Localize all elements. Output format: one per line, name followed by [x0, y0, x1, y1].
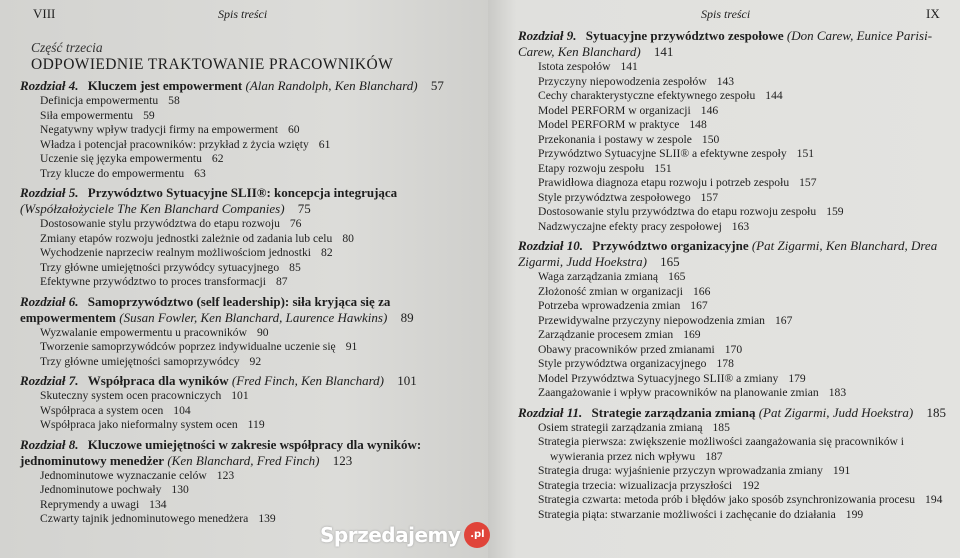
toc-entry — [518, 176, 954, 191]
entry-list — [20, 389, 475, 433]
toc-entry — [20, 109, 475, 124]
page-number: VIII — [33, 6, 56, 21]
toc-entry — [518, 372, 954, 387]
chapter-page: 185 — [926, 404, 946, 420]
toc-entry — [20, 498, 475, 513]
toc-entry — [518, 386, 954, 401]
entry-page: 87 — [276, 275, 288, 288]
toc-entry — [518, 343, 954, 358]
entry-title: Obawy pracowników przed zmianami — [538, 342, 715, 356]
entry-page: 165 — [668, 270, 686, 283]
toc-entry — [518, 89, 954, 104]
entry-title: Reprymendy a uwagi — [40, 497, 140, 511]
entry-title: Definicja empowermentu — [40, 94, 159, 107]
chapter-label: Rozdział 11. — [518, 404, 583, 420]
entry-page: 130 — [171, 483, 189, 496]
entry-page: 148 — [689, 118, 707, 131]
watermark-badge: .pl — [464, 522, 490, 548]
toc-entry — [518, 435, 954, 464]
toc-entry — [20, 138, 475, 153]
chapter-authors: (Alan Randolph, Ken Blanchard) — [245, 78, 418, 93]
chapter-heading — [20, 294, 475, 326]
entry-title: Skuteczny system ocen pracowniczych — [40, 389, 222, 402]
entry-title: Strategia druga: wyjaśnienie przyczyn wprowadzania zmiany — [538, 464, 823, 477]
toc-entry — [518, 147, 954, 162]
entry-page: 119 — [247, 418, 265, 431]
entry-page: 150 — [701, 132, 720, 146]
entry-page: 80 — [342, 231, 354, 245]
chapter-authors: (Pat Zigarmi, Judd Hoekstra) — [758, 404, 914, 420]
toc-list — [518, 28, 954, 526]
entry-list — [518, 60, 954, 234]
entry-title: Złożoność zmian w organizacji — [538, 284, 683, 298]
chapter-page: 141 — [653, 44, 674, 59]
toc-entry — [20, 261, 475, 276]
chapter — [20, 437, 475, 527]
entry-title: Waga zarządzania zmianą — [538, 270, 659, 283]
entry-page: 146 — [700, 103, 719, 117]
entry-title: Strategia piąta: stwarzanie możliwości i zachęcanie do działania — [538, 507, 836, 521]
entry-page: 157 — [799, 176, 817, 189]
entry-list — [518, 270, 954, 401]
toc-entry — [20, 326, 475, 341]
chapter-authors: (Pat Zigarmi, Ken Blanchard, Drea Zigarmi, Judd Hoekstra) — [518, 238, 938, 269]
entry-title: Władza i potencjał pracowników: przykład z życia wzięty — [40, 137, 309, 151]
chapter-authors: (Susan Fowler, Ken Blanchard, Laurence Hawkins) — [119, 309, 388, 325]
right-page — [488, 0, 960, 558]
entry-page: 58 — [168, 94, 180, 107]
entry-page: 179 — [788, 371, 806, 385]
entry-page: 143 — [716, 74, 735, 88]
chapter — [518, 405, 954, 523]
entry-title: Strategia trzecia: wizualizacja przyszłości — [538, 478, 733, 492]
running-head: Spis treści — [701, 7, 751, 21]
chapter-heading — [20, 437, 475, 469]
entry-title: Zmiany etapów rozwoju jednostki zależnie od zadania lub celu — [40, 231, 333, 245]
entry-page: 163 — [731, 219, 750, 233]
toc-entry — [518, 357, 954, 372]
toc-entry — [518, 493, 954, 508]
chapter-page: 123 — [332, 452, 353, 468]
entry-page: 151 — [654, 161, 672, 175]
entry-page: 101 — [231, 389, 249, 402]
entry-title: Uczenie się języka empowermentu — [40, 152, 202, 165]
chapter-page: 101 — [397, 373, 417, 388]
toc-entry — [518, 118, 954, 133]
entry-title: Prawidłowa diagnoza etapu rozwoju i potrzeb zespołu — [538, 176, 790, 189]
toc-entry — [20, 340, 475, 355]
part-label: Część trzecia — [31, 40, 103, 55]
chapter-title: Kluczowe umiejętności w zakresie współpracy dla wyników: jednominutowy menedżer — [20, 436, 422, 468]
entry-page: 170 — [724, 342, 743, 356]
entry-list — [20, 469, 475, 527]
watermark-logo: Sprzedajemy — [320, 523, 461, 547]
entry-title: Nadzwyczajne efekty pracy zespołowej — [538, 219, 722, 233]
entry-page: 144 — [765, 89, 783, 102]
entry-page: 166 — [692, 284, 711, 298]
entry-page: 157 — [700, 190, 719, 204]
entry-page: 91 — [345, 340, 358, 353]
toc-entry — [20, 275, 475, 290]
toc-entry — [518, 464, 954, 479]
entry-page: 167 — [690, 299, 708, 312]
entry-title: Etapy rozwoju zespołu — [538, 161, 645, 175]
chapter — [20, 78, 475, 181]
toc-entry — [518, 162, 954, 177]
entry-title: Strategia pierwsza: zwiększenie możliwości zaangażowania się pracowników i wywierania przez nich wpływu — [538, 435, 905, 463]
chapter-page: 57 — [430, 78, 444, 93]
entry-title: Model Przywództwa Sytuacyjnego SLII® a zmiany — [538, 371, 779, 385]
entry-title: Osiem strategii zarządzania zmianą — [538, 420, 703, 434]
entry-title: Negatywny wpływ tradycji firmy na empowerment — [40, 123, 278, 136]
entry-title: Siła empowermentu — [40, 108, 134, 122]
chapter-heading — [518, 238, 954, 270]
toc-entry — [518, 220, 954, 235]
entry-page: 139 — [258, 512, 276, 525]
toc-entry — [20, 167, 475, 182]
toc-entry — [20, 246, 475, 261]
entry-title: Strategia czwarta: metoda prób i błędów jako sposób zsynchronizowania procesu — [538, 493, 916, 506]
toc-entry — [518, 104, 954, 119]
chapter — [20, 294, 475, 370]
entry-page: 59 — [143, 108, 155, 122]
entry-page: 199 — [845, 507, 864, 521]
chapter-label: Rozdział 10. — [518, 238, 584, 253]
entry-title: Współpraca a system ocen — [40, 403, 164, 417]
entry-title: Wyzwalanie empowermentu u pracowników — [40, 325, 247, 339]
entry-page: 123 — [216, 468, 235, 482]
entry-title: Tworzenie samoprzywódców poprzez indywidualne uczenie się — [40, 340, 336, 353]
chapter — [518, 28, 954, 234]
entry-title: Potrzeba wprowadzenia zmian — [538, 299, 681, 312]
watermark — [320, 522, 490, 548]
toc-entry — [20, 152, 475, 167]
entry-page: 63 — [194, 166, 206, 180]
chapter-title: Przywództwo organizacyjne — [592, 238, 749, 253]
toc-entry — [518, 133, 954, 148]
toc-entry — [518, 314, 954, 329]
toc-entry — [518, 270, 954, 285]
chapter-label: Rozdział 7. — [20, 373, 79, 388]
entry-list — [518, 421, 954, 523]
entry-page: 191 — [832, 464, 851, 477]
entry-list — [20, 94, 475, 181]
entry-title: Istota zespołów — [538, 60, 611, 73]
chapter-authors: (Współzałożyciele The Ken Blanchard Companies) — [20, 201, 285, 216]
entry-page: 151 — [796, 147, 815, 160]
toc-entry — [20, 389, 475, 404]
entry-title: Zarządzanie procesem zmian — [538, 328, 674, 341]
toc-entry — [20, 483, 475, 498]
chapter-title: Strategie zarządzania zmianą — [591, 404, 756, 420]
entry-title: Jednominutowe wyznaczanie celów — [40, 468, 207, 482]
entry-page: 178 — [716, 357, 734, 370]
entry-page: 183 — [828, 386, 847, 399]
entry-title: Trzy klucze do empowermentu — [40, 166, 185, 180]
entry-list — [20, 217, 475, 290]
entry-title: Dostosowanie stylu przywództwa do etapu rozwoju — [40, 217, 280, 230]
chapter-heading — [518, 405, 954, 421]
toc-entry — [20, 232, 475, 247]
entry-page: 185 — [712, 420, 730, 434]
toc-entry — [518, 479, 954, 494]
chapter-authors: (Don Carew, Eunice Parisi-Carew, Ken Blanchard) — [518, 28, 933, 59]
entry-page: 192 — [742, 478, 760, 492]
entry-title: Czwarty tajnik jednominutowego menedżera — [40, 512, 249, 525]
chapter — [20, 185, 475, 290]
entry-title: Model PERFORM w organizacji — [538, 103, 691, 117]
entry-page: 92 — [249, 354, 262, 368]
toc-list — [20, 78, 475, 531]
entry-page: 76 — [289, 217, 302, 230]
entry-title: Przekonania i postawy w zespole — [538, 132, 692, 146]
entry-title: Dostosowanie stylu przywództwa do etapu rozwoju zespołu — [538, 205, 817, 218]
page-number: IX — [926, 6, 940, 21]
entry-page: 194 — [925, 493, 943, 506]
entry-page: 159 — [826, 205, 844, 218]
toc-entry — [20, 469, 475, 484]
chapter-authors: (Fred Finch, Ken Blanchard) — [231, 373, 384, 388]
toc-entry — [518, 299, 954, 314]
toc-entry — [518, 60, 954, 75]
chapter — [518, 238, 954, 401]
entry-title: Przyczyny niepowodzenia zespołów — [538, 74, 707, 88]
chapter-heading — [20, 185, 475, 217]
entry-page: 169 — [683, 328, 701, 341]
entry-list — [20, 326, 475, 370]
chapter-label: Rozdział 9. — [518, 28, 577, 43]
entry-page: 104 — [173, 403, 191, 417]
entry-title: Przewidywalne przyczyny niepowodzenia zmian — [538, 313, 765, 327]
chapter-title: Przywództwo Sytuacyjne SLII®: koncepcja integrująca — [87, 185, 398, 200]
toc-entry — [518, 328, 954, 343]
toc-entry — [518, 508, 954, 523]
chapter-title: Współpraca dla wyników — [87, 373, 229, 388]
entry-title: Style przywództwa organizacyjnego — [538, 357, 707, 370]
entry-title: Trzy główne umiejętności przywódcy sytuacyjnego — [40, 260, 280, 274]
entry-page: 167 — [774, 313, 793, 327]
chapter-heading — [20, 78, 475, 94]
toc-entry — [518, 205, 954, 220]
entry-title: Model PERFORM w praktyce — [538, 118, 680, 131]
toc-entry — [518, 421, 954, 436]
running-head: Spis treści — [218, 7, 268, 21]
entry-title: Cechy charakterystyczne efektywnego zespołu — [538, 89, 756, 102]
chapter-label: Rozdział 4. — [20, 78, 79, 93]
toc-entry — [20, 217, 475, 232]
chapter-label: Rozdział 5. — [20, 185, 79, 200]
toc-entry — [20, 355, 475, 370]
entry-title: Współpraca jako nieformalny system ocen — [40, 418, 238, 431]
chapter-heading — [518, 28, 954, 60]
entry-page: 61 — [318, 137, 331, 151]
toc-entry — [518, 75, 954, 90]
toc-entry — [518, 285, 954, 300]
chapter-title: Samoprzywództwo (self leadership): siła kryjąca się za empowermentem — [20, 293, 391, 325]
entry-page: 85 — [289, 260, 301, 274]
toc-entry — [20, 94, 475, 109]
chapter-heading — [20, 373, 475, 389]
entry-page: 60 — [287, 123, 300, 136]
toc-entry — [20, 123, 475, 138]
entry-title: Trzy główne umiejętności samoprzywódcy — [40, 354, 240, 368]
toc-entry — [20, 404, 475, 419]
entry-title: Jednominutowe pochwały — [40, 483, 162, 496]
toc-entry — [20, 418, 475, 433]
chapter-page: 89 — [400, 309, 414, 325]
entry-page: 187 — [705, 449, 723, 463]
entry-title: Przywództwo Sytuacyjne SLII® a efektywne zespoły — [538, 147, 787, 160]
chapter-title: Kluczem jest empowerment — [87, 78, 243, 93]
chapter-page: 75 — [297, 201, 311, 216]
entry-title: Style przywództwa zespołowego — [538, 190, 691, 204]
chapter-page: 165 — [660, 254, 680, 269]
entry-page: 62 — [211, 152, 224, 165]
chapter-label: Rozdział 6. — [20, 293, 79, 309]
entry-page: 82 — [321, 246, 333, 259]
entry-title: Wychodzenie naprzeciw realnym możliwościom jednostki — [40, 246, 312, 259]
chapter — [20, 373, 475, 433]
chapter-authors: (Ken Blanchard, Fred Finch) — [167, 452, 320, 468]
entry-page: 90 — [256, 325, 269, 339]
chapter-title: Sytuacyjne przywództwo zespołowe — [585, 28, 784, 43]
toc-entry — [518, 191, 954, 206]
entry-title: Efektywne przywództwo to proces transformacji — [40, 275, 266, 288]
entry-page: 134 — [149, 497, 167, 511]
entry-page: 141 — [620, 60, 638, 73]
part-title: ODPOWIEDNIE TRAKTOWANIE PRACOWNIKÓW — [31, 56, 394, 73]
entry-title: Zaangażowanie i wpływ pracowników na planowanie zmian — [538, 386, 819, 399]
chapter-label: Rozdział 8. — [20, 436, 79, 452]
